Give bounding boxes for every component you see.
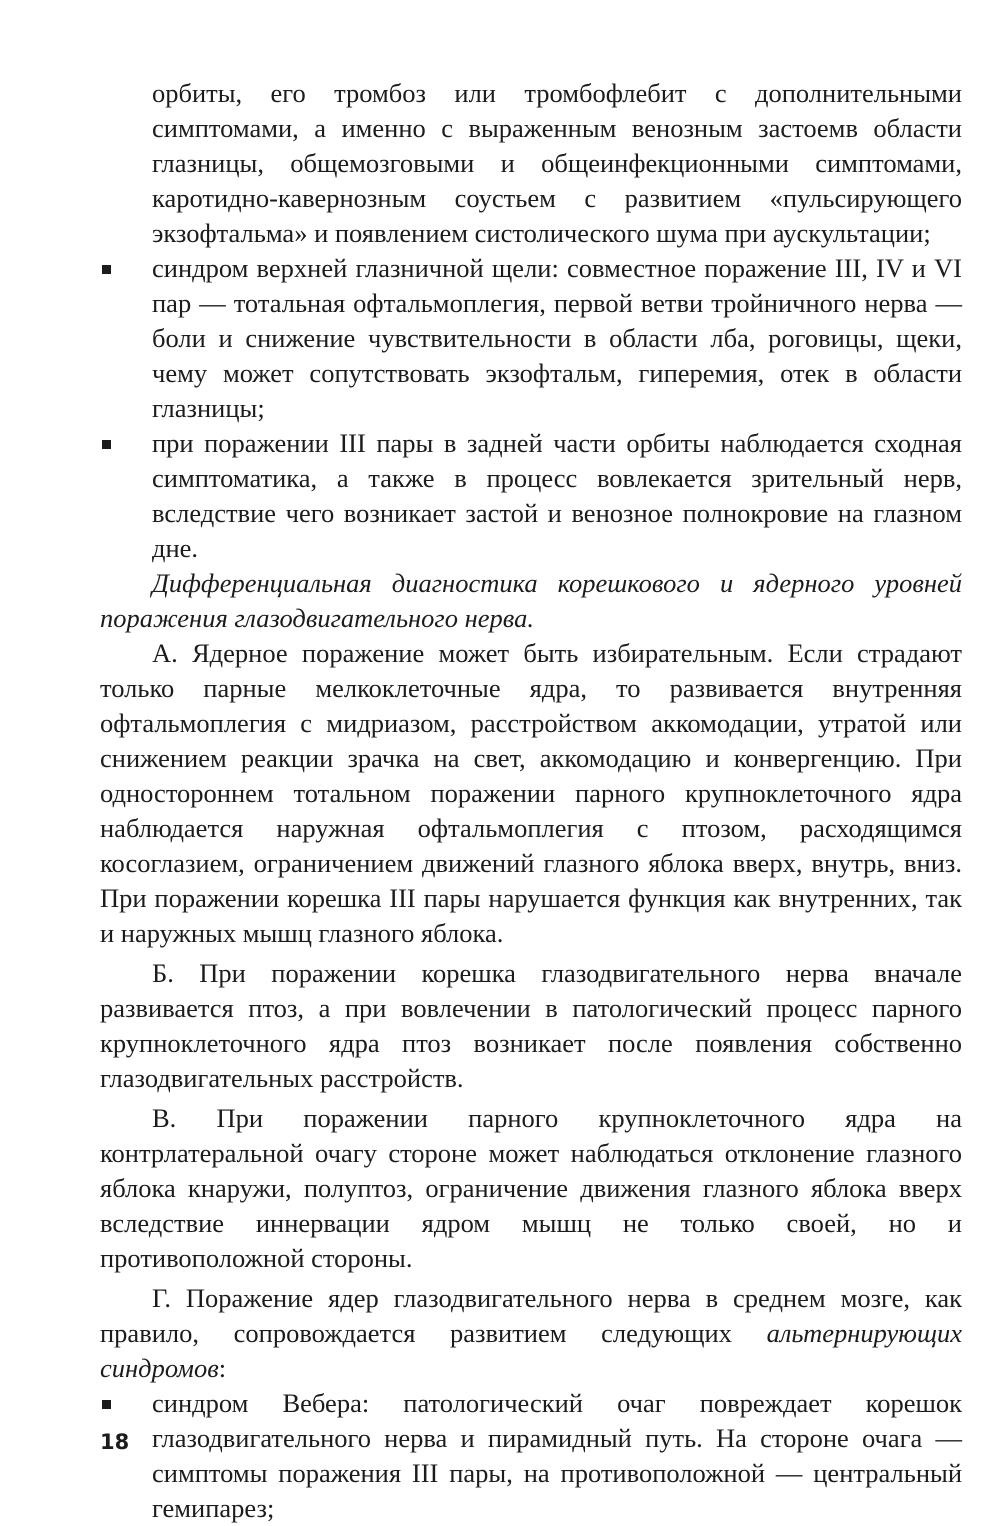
square-bullet-icon [102, 1400, 111, 1409]
square-bullet-icon [102, 265, 111, 274]
paragraph-v: В. При поражении парного крупноклеточного ядра на контрлатеральной очагу стороне может наблюдаться отклонение глазного яблока кнаружи, полуптоз, ограничение движения глазного яблока вверх вследствие иннервации ядром мышц не только своей, но и противоположной стороны. [100, 1103, 962, 1273]
intro-paragraph: орбиты, его тромбоз или тромбофлебит с дополнительными симптомами, а именно с выраженным венозным застоемв области глазницы, общемозговыми и общеинфекционными симптомами, каротидно-кавернозным соустьем с развитием «пульсирующего экзофтальма» и появлением систолического шума при аускультации; [152, 78, 962, 248]
paragraph-g-colon: : [218, 1353, 227, 1383]
square-bullet-icon [102, 440, 111, 449]
paragraph-a: А. Ядерное поражение может быть избирательным. Если страдают только парные мелкоклеточные ядра, то развивается внутренняя офтальмоплегия с мидриазом, расстройством аккомодации, утратой или снижением реакции зрачка на свет, аккомодацию и конвергенцию. При одностороннем тотальном поражении парного крупноклеточного ядра наблюдается наружная офтальмоплегия с птозом, расходящимся косоглазием, ограничением движений глазного яблока вверх, внутрь, вниз. При поражении корешка III пары нарушается функция как внутренних, так и наружных мышц глазного яблока. [100, 638, 962, 948]
list-item-text: при поражении III пары в задней части орбиты наблюдается сходная симптоматика, а также в процесс вовлекается зрительный нерв, вследствие чего возникает застой и венозное полнокровие на глазном дне. [152, 428, 962, 563]
paragraph-g-text: Г. Поражение ядер глазодвигательного нерва в среднем мозге, как правило, сопровождается развитием следующих [100, 1283, 962, 1348]
paragraph-g [100, 1281, 962, 1386]
list-item [100, 1386, 962, 1526]
section-heading: Дифференциальная диагностика корешкового и ядерного уровней поражения глазодвигательного нерва. [100, 568, 962, 633]
paragraph-b: Б. При поражении корешка глазодвигательного нерва вначале развивается птоз, а при вовлечении в патологический процесс парного крупноклеточного ядра птоз возникает после появления собственно глазодвигательных расстройств. [100, 958, 962, 1093]
list-item [100, 251, 962, 426]
alternating-syndromes-term: альтернирующих синдромов [100, 1318, 962, 1383]
list-item-text: синдром Вебера: патологический очаг повреждает корешок глазодвигательного нерва и пирамидный путь. На стороне очага — симптомы поражения III пары, на противоположной — центральный гемипарез; [152, 1388, 962, 1523]
list-item-text: синдром верхней глазничной щели: совместное поражение III, IV и VI пар — тотальная офтальмоплегия, первой ветви тройничного нерва — боли и снижение чувствительности в области лба, роговицы, щеки, чему может сопутствовать экзофтальм, гиперемия, отек в области глазницы; [152, 253, 962, 423]
list-item [100, 426, 962, 566]
page-number: 18 [100, 1430, 130, 1454]
page-body [100, 76, 962, 1526]
